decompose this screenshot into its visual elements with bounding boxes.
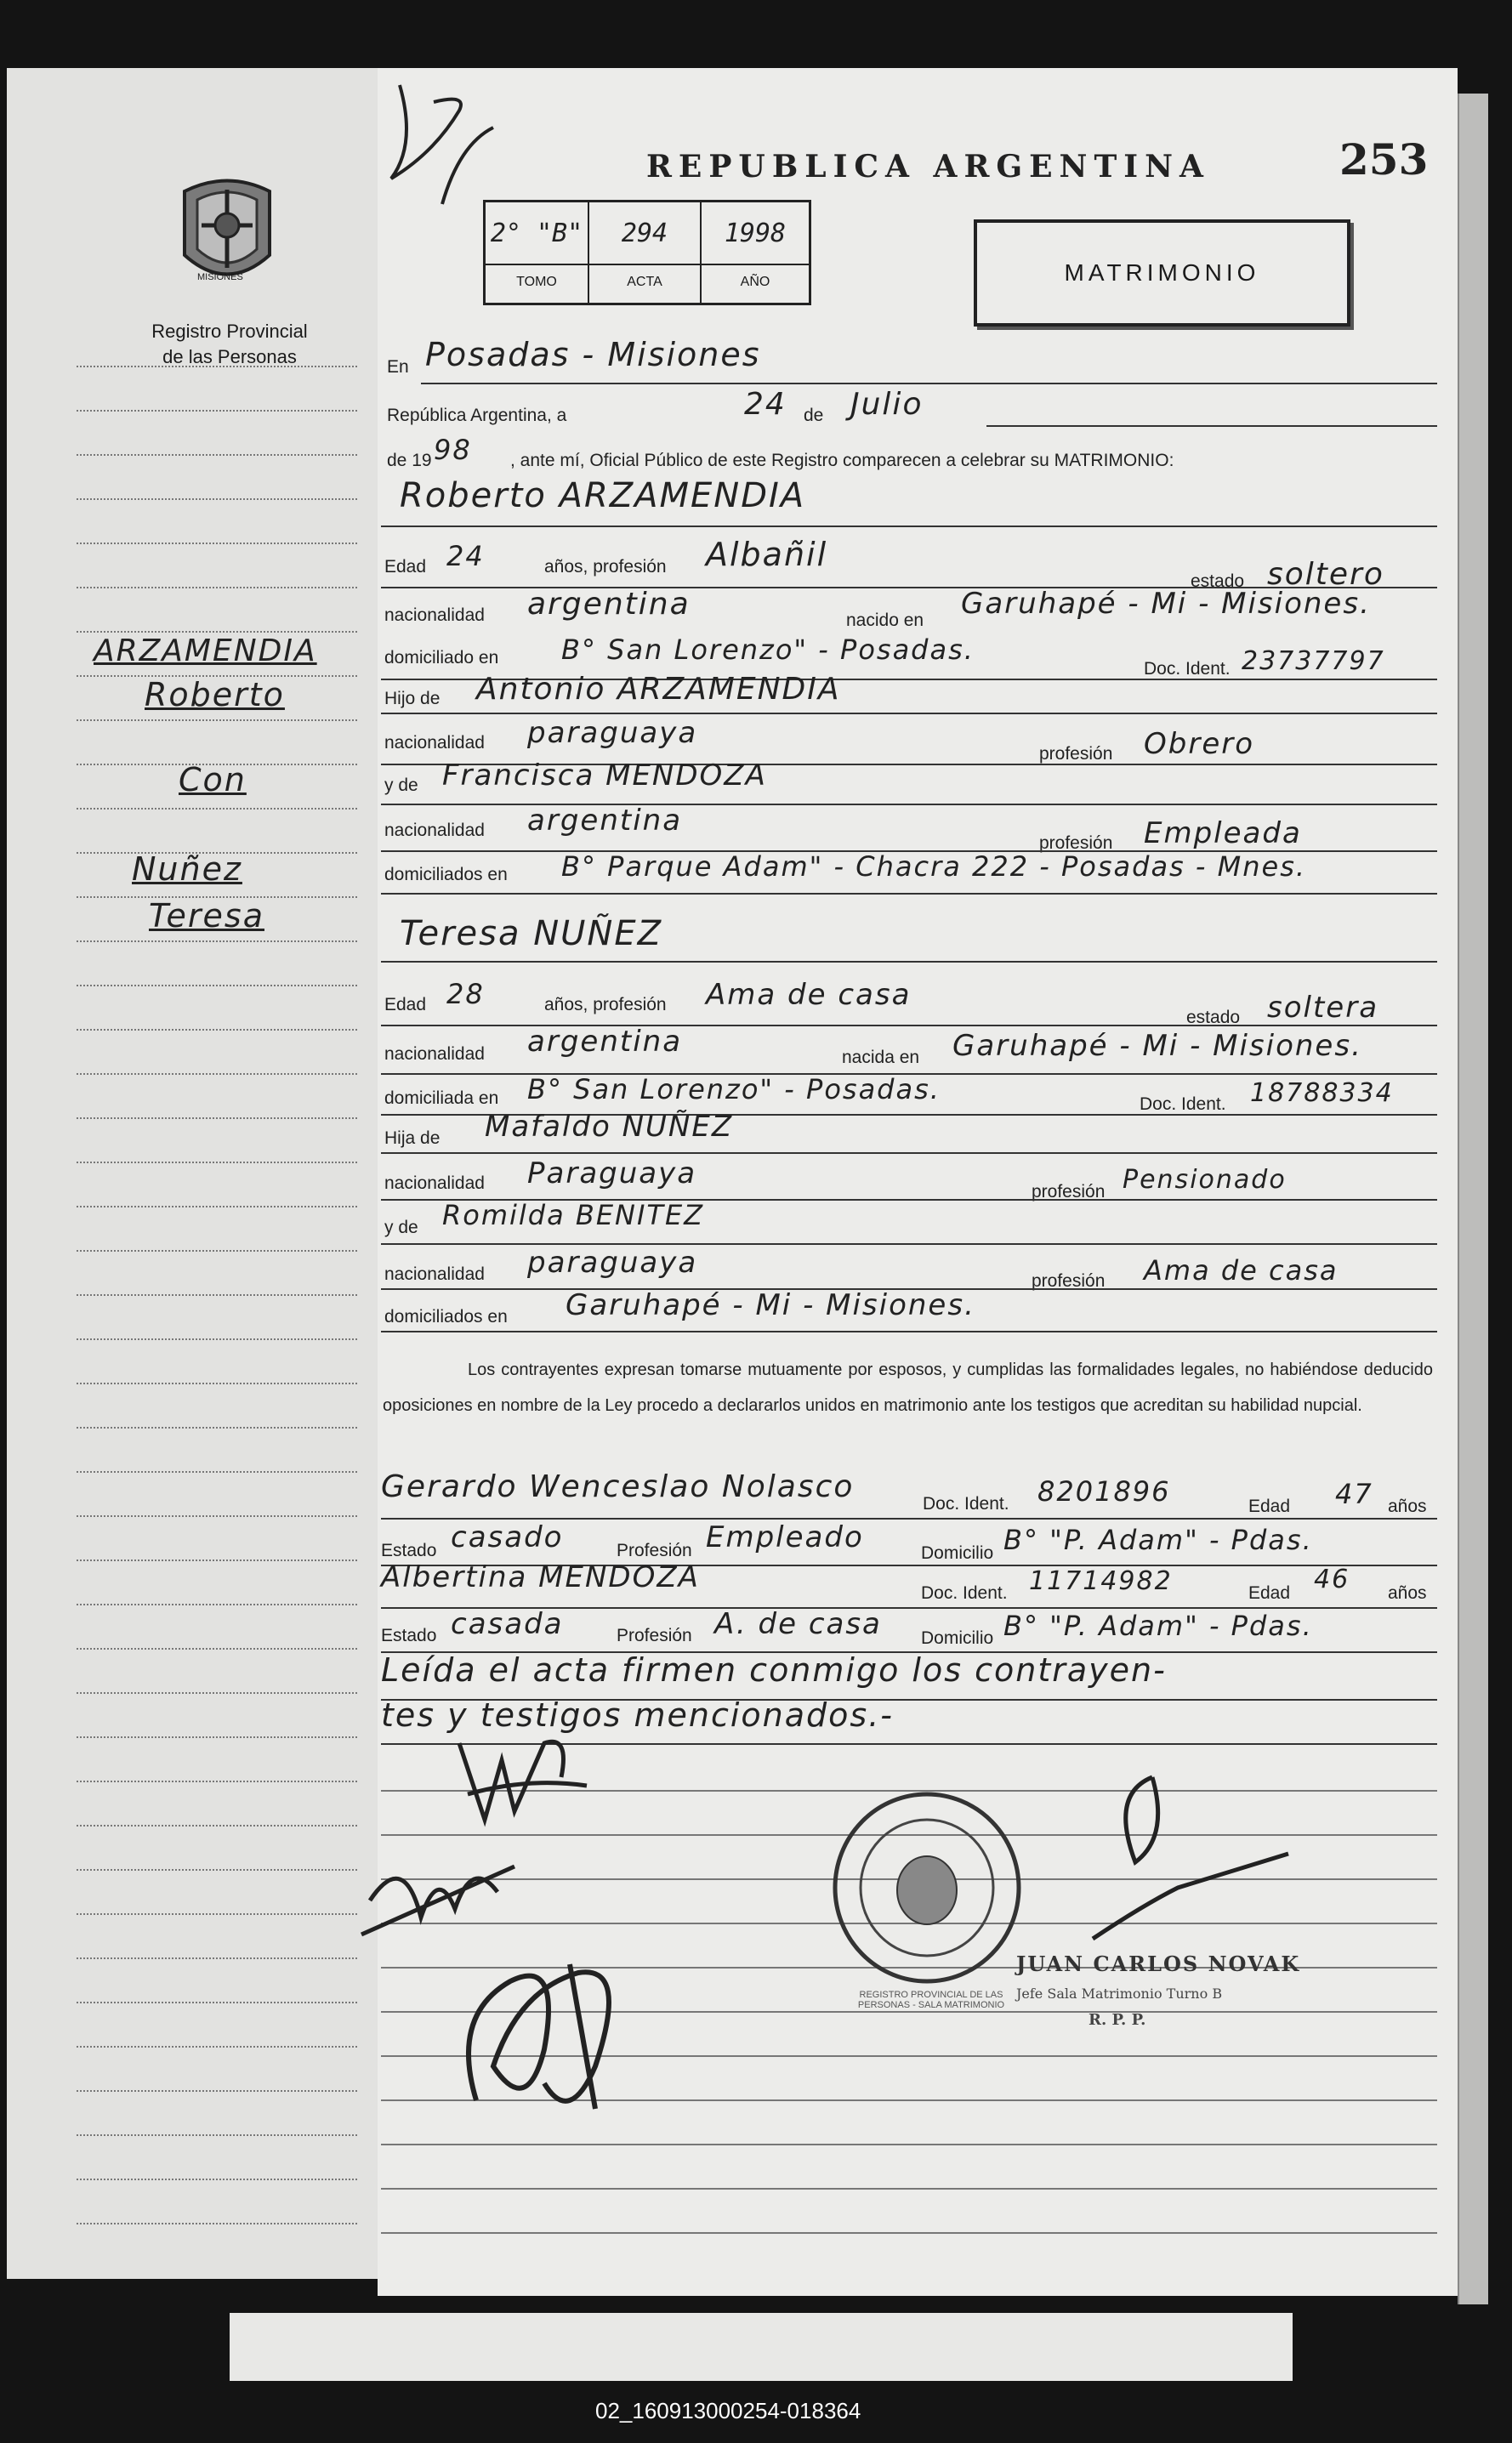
- margin-ruled-line: [77, 2223, 357, 2224]
- groom-doc: 23737797: [1242, 646, 1385, 676]
- bride-label-dom-padres: domiciliados en: [384, 1307, 508, 1327]
- margin-ruled-line: [77, 940, 357, 942]
- margin-ruled-line: [77, 2090, 357, 2092]
- bride-nacionalidad: argentina: [527, 1025, 683, 1059]
- registry-name: [140, 319, 319, 370]
- label-republica: República Argentina, a: [387, 406, 567, 425]
- margin-ruled-line: [77, 1117, 357, 1119]
- witness1-label-domicilio: Domicilio: [921, 1543, 994, 1563]
- groom-label-nacido: nacido en: [846, 611, 924, 630]
- margin-ruled-line: [77, 1427, 357, 1429]
- book-edge: [1458, 94, 1488, 2304]
- margin-ruled-line: [77, 1383, 357, 1384]
- acta-cell: [589, 202, 702, 303]
- bride-nacida: Garuhapé - Mi - Misiones.: [952, 1029, 1362, 1063]
- witness2-label-edad: Edad: [1248, 1583, 1291, 1603]
- margin-ruled-line: [77, 719, 357, 721]
- bride-nac-padre: Paraguaya: [527, 1156, 697, 1190]
- margin-ruled-line: [77, 1825, 357, 1827]
- witness2-name: Albertina MENDOZA: [381, 1560, 700, 1594]
- tomo-value: 2° "B": [486, 202, 588, 265]
- groom-domicilio: B° San Lorenzo" - Posadas.: [561, 633, 975, 666]
- groom-edad: 24: [446, 540, 485, 572]
- bride-label-nac-padre: nacionalidad: [384, 1173, 485, 1193]
- bride-label-madre: y de: [384, 1218, 418, 1237]
- groom-label-nac-madre: nacionalidad: [384, 821, 485, 840]
- ano-cell: [702, 202, 809, 303]
- groom-label-doc: Doc. Ident.: [1144, 659, 1231, 679]
- groom-dom-padres: B° Parque Adam" - Chacra 222 - Posadas - Mnes.: [561, 850, 1307, 883]
- bride-dom-padres: Garuhapé - Mi - Misiones.: [566, 1288, 975, 1322]
- witness2-label-profesion: Profesión: [617, 1626, 692, 1645]
- witness1-domicilio: B° "P. Adam" - Pdas.: [1003, 1524, 1313, 1556]
- groom-full-name: Roberto ARZAMENDIA: [400, 476, 806, 515]
- witness1-doc: 8201896: [1037, 1475, 1171, 1508]
- witness1-profesion: Empleado: [706, 1520, 864, 1554]
- witness1-label-edad: Edad: [1248, 1497, 1291, 1516]
- country-title: REPUBLICA ARGENTINA: [646, 149, 1210, 185]
- bride-padre: Mafaldo NUÑEZ: [485, 1110, 734, 1144]
- declaration-text: Los contrayentes expresan tomarse mutuamente por esposos, y cumplidas las formalidades legales, no habiéndose deducido oposiciones en nombre de la Ley procedo a declararlos unidos en matrimonio ante los testigos que acreditan su habilidad nupcial.: [383, 1361, 1433, 1415]
- bride-label-prof-madre: profesión: [1032, 1271, 1106, 1291]
- margin-bride-name: Teresa: [149, 897, 264, 935]
- margin-bride-surname: Nuñez: [132, 850, 242, 888]
- groom-nacionalidad: argentina: [527, 587, 691, 622]
- margin-ruled-line: [77, 1515, 357, 1517]
- groom-label-domiciliado: domiciliado en: [384, 648, 499, 668]
- witness2-profesion: A. de casa: [714, 1607, 882, 1641]
- month-value: Julio: [850, 387, 924, 422]
- margin-ruled-line: [77, 2134, 357, 2136]
- witness1-edad: 47: [1335, 1478, 1373, 1510]
- groom-padre: Antonio ARZAMENDIA: [476, 672, 841, 707]
- margin-ruled-line: [77, 2046, 357, 2048]
- margin-ruled-line: [77, 2179, 357, 2180]
- groom-nac-madre: argentina: [527, 804, 683, 838]
- bride-estado: soltera: [1267, 991, 1379, 1025]
- bride-label-prof-padre: profesión: [1032, 1182, 1106, 1202]
- label-year: de 19: [387, 451, 432, 470]
- witness2-label-estado: Estado: [381, 1626, 437, 1645]
- groom-estado: soltero: [1267, 557, 1384, 592]
- ano-value: 1998: [702, 202, 809, 265]
- bride-profesion: Ama de casa: [706, 978, 912, 1012]
- margin-ruled-line: [77, 498, 357, 500]
- witness2-label-anos: años: [1388, 1583, 1427, 1603]
- witness1-label-doc: Doc. Ident.: [923, 1494, 1009, 1514]
- official-stamp-icon: [829, 1790, 1025, 1986]
- groom-label-profesion: años, profesión: [544, 557, 667, 577]
- groom-label-edad: Edad: [384, 557, 427, 577]
- bride-label-nacida: nacida en: [842, 1048, 920, 1067]
- witness2-estado: casada: [451, 1607, 564, 1641]
- margin-ruled-line: [77, 1560, 357, 1561]
- groom-label-hijo: Hijo de: [384, 689, 441, 708]
- margin-groom-surname: ARZAMENDIA: [94, 633, 317, 668]
- witness-signature-2: [353, 1841, 523, 1952]
- witness2-label-domicilio: Domicilio: [921, 1628, 994, 1648]
- stamp-text: REGISTRO PROVINCIAL DE LAS PERSONAS - SALA MATRIMONIO: [857, 1990, 1005, 2010]
- left-margin-page: [7, 68, 380, 2279]
- acta-label: ACTA: [627, 275, 662, 289]
- contrayente-signature: [442, 1947, 646, 2134]
- blank-ruled-line: [381, 2188, 1437, 2190]
- margin-ruled-line: [77, 1692, 357, 1694]
- acta-value: 294: [589, 202, 700, 265]
- margin-ruled-line: [77, 631, 357, 633]
- margin-ruled-line: [77, 1869, 357, 1871]
- margin-ruled-line: [77, 1604, 357, 1605]
- label-en: En: [387, 357, 409, 377]
- bride-label-estado: estado: [1186, 1008, 1241, 1027]
- official-org: R. P. P.: [1089, 2011, 1146, 2029]
- witness2-doc: 11714982: [1029, 1566, 1173, 1596]
- margin-ruled-line: [77, 543, 357, 544]
- margin-ruled-line: [77, 410, 357, 412]
- bride-label-hija: Hija de: [384, 1128, 441, 1148]
- label-de: de: [804, 406, 824, 425]
- bride-prof-padre: Pensionado: [1123, 1165, 1287, 1195]
- registry-line-2: de las Personas: [162, 346, 297, 367]
- witness1-label-anos: años: [1388, 1497, 1427, 1516]
- closing-line-1: Leída el acta firmen conmigo los contrayen-: [381, 1651, 1167, 1689]
- witness2-domicilio: B° "P. Adam" - Pdas.: [1003, 1610, 1313, 1642]
- witness1-name: Gerardo Wenceslao Nolasco: [381, 1469, 855, 1504]
- bride-domicilio: B° San Lorenzo" - Posadas.: [527, 1073, 941, 1105]
- groom-label-nacionalidad: nacionalidad: [384, 605, 485, 625]
- margin-ruled-line: [77, 1073, 357, 1075]
- ano-label: AÑO: [740, 275, 770, 289]
- bride-doc: 18788334: [1250, 1078, 1394, 1108]
- witness1-estado: casado: [451, 1520, 564, 1554]
- groom-label-madre: y de: [384, 776, 418, 795]
- groom-nac-padre: paraguaya: [527, 716, 698, 750]
- margin-ruled-line: [77, 1294, 357, 1296]
- label-appear: , ante mí, Oficial Público de este Registro comparecen a celebrar su MATRIMONIO:: [510, 451, 1174, 470]
- margin-ruled-line: [77, 454, 357, 456]
- groom-profesion: Albañil: [706, 536, 828, 573]
- archive-identifier: 02_160913000254-018364: [595, 2398, 861, 2423]
- seal-label: MISIONES: [197, 272, 243, 282]
- witness1-label-estado: Estado: [381, 1541, 437, 1560]
- groom-prof-padre: Obrero: [1144, 727, 1255, 761]
- witness2-edad: 46: [1314, 1565, 1350, 1594]
- margin-ruled-line: [77, 1250, 357, 1252]
- folio-number: 253: [1339, 134, 1429, 185]
- bride-label-profesion: años, profesión: [544, 995, 667, 1014]
- margin-connector: Con: [179, 761, 247, 798]
- margin-groom-name: Roberto: [145, 676, 285, 713]
- bride-label-doc: Doc. Ident.: [1140, 1094, 1226, 1114]
- margin-ruled-line: [77, 1781, 357, 1782]
- record-type-box: MATRIMONIO: [974, 219, 1350, 327]
- bride-label-nacionalidad: nacionalidad: [384, 1044, 485, 1064]
- closing-line-2: tes y testigos mencionados.-: [381, 1696, 895, 1734]
- official-role: Jefe Sala Matrimonio Turno B: [1016, 1986, 1223, 2002]
- witness1-label-profesion: Profesión: [617, 1541, 692, 1560]
- bride-label-nac-madre: nacionalidad: [384, 1264, 485, 1284]
- margin-ruled-line: [77, 1736, 357, 1738]
- bride-label-edad: Edad: [384, 995, 427, 1014]
- margin-ruled-line: [77, 1162, 357, 1163]
- margin-ruled-line: [77, 2002, 357, 2003]
- year-value: 98: [434, 434, 472, 466]
- margin-ruled-line: [77, 1471, 357, 1473]
- bride-prof-madre: Ama de casa: [1144, 1254, 1339, 1287]
- groom-label-prof-madre: profesión: [1039, 833, 1113, 853]
- bride-nac-madre: paraguaya: [527, 1246, 698, 1280]
- margin-ruled-line: [77, 1648, 357, 1650]
- groom-label-estado: estado: [1191, 571, 1245, 591]
- day-value: 24: [744, 387, 787, 422]
- groom-madre: Francisca MENDOZA: [442, 758, 767, 793]
- tomo-label: TOMO: [516, 275, 557, 289]
- witness-signature-1: [434, 1726, 604, 1837]
- blank-ruled-line: [381, 2144, 1437, 2145]
- margin-ruled-line: [77, 587, 357, 588]
- margin-ruled-line: [77, 1338, 357, 1340]
- margin-ruled-line: [77, 1957, 357, 1959]
- margin-ruled-line: [77, 808, 357, 810]
- registry-line-1: Registro Provincial: [151, 321, 308, 342]
- acta-reference-box: [483, 200, 811, 305]
- groom-prof-madre: Empleada: [1144, 816, 1302, 850]
- margin-ruled-line: [77, 985, 357, 986]
- bride-edad: 28: [446, 978, 485, 1010]
- tomo-cell: [486, 202, 589, 303]
- blank-ruled-line: [381, 2232, 1437, 2234]
- witness2-label-doc: Doc. Ident.: [921, 1583, 1008, 1603]
- groom-label-prof-padre: profesión: [1039, 744, 1113, 764]
- margin-ruled-line: [77, 1029, 357, 1031]
- place-value: Posadas - Misiones: [425, 336, 761, 373]
- groom-label-nac-padre: nacionalidad: [384, 733, 485, 753]
- groom-label-dom-padres: domiciliados en: [384, 865, 508, 884]
- bride-full-name: Teresa NUÑEZ: [400, 914, 663, 953]
- margin-ruled-line: [77, 1913, 357, 1915]
- official-name: JUAN CARLOS NOVAK: [1016, 1952, 1301, 1976]
- margin-ruled-line: [77, 1206, 357, 1207]
- page-bottom-edge: [230, 2313, 1293, 2381]
- bride-madre: Romilda BENITEZ: [442, 1199, 705, 1231]
- groom-nacido: Garuhapé - Mi - Misiones.: [961, 587, 1371, 621]
- bride-label-domiciliada: domiciliada en: [384, 1088, 499, 1108]
- official-signature: [1042, 1769, 1297, 1947]
